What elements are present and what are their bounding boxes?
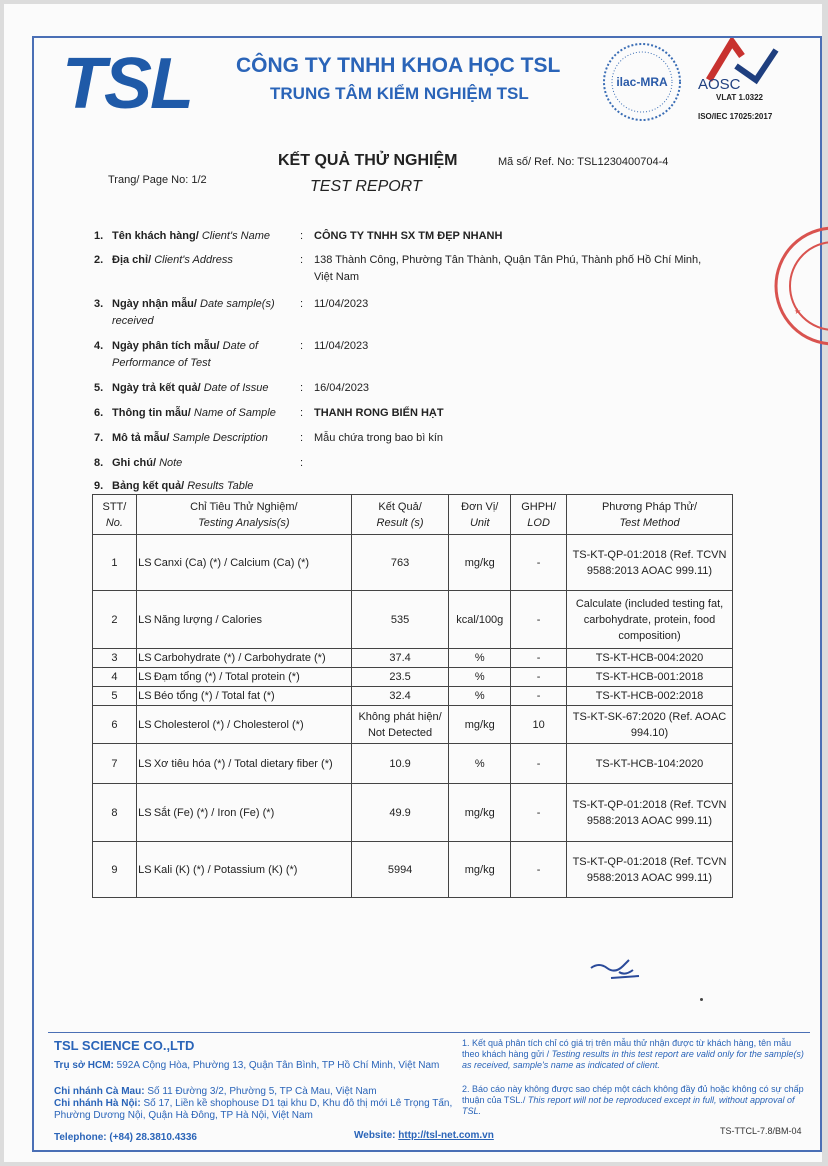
report-title-en: TEST REPORT <box>310 178 422 195</box>
stray-dot <box>700 998 703 1001</box>
footer-note-1: 1. Kết quả phân tích chỉ có giá trị trên mẫu thử nhận được từ khách hàng, tên mẫu theo khách hàng gửi / Testing results in this test report are valid only for the sample(s) as received, sample's name as indicated of client. <box>462 1038 804 1070</box>
results-table <box>92 494 733 898</box>
header-method: Phương Pháp Thử/ Test Method <box>567 495 733 535</box>
table-row: 9 LS Kali (K) (*) / Potassium (K) (*) 5994 mg/kg - TS-KT-QP-01:2018 (Ref. TCVN 9588:2013 AOAC 999.11) <box>93 842 733 898</box>
table-header-row <box>93 495 733 535</box>
header-stt: STT/ No. <box>93 495 137 535</box>
footer-camau: Chi nhánh Cà Mau: Số 11 Đường 3/2, Phường 5, TP Cà Mau, Việt Nam <box>54 1086 377 1097</box>
iso-label: ISO/IEC 17025:2017 <box>698 112 773 121</box>
table-row: 5 LS Béo tổng (*) / Total fat (*) 32.4 % - TS-KT-HCB-002:2018 <box>93 687 733 706</box>
footer-website: Website: http://tsl-net.com.vn <box>354 1130 494 1141</box>
table-row: 4 LS Đạm tổng (*) / Total protein (*) 23.5 % - TS-KT-HCB-001:2018 <box>93 668 733 687</box>
table-row: 2 LS Năng lượng / Calories 535 kcal/100g - Calculate (included testing fat, carbohydrate, protein, food composition) <box>93 591 733 649</box>
tsl-logo: TSL <box>62 44 192 124</box>
reference-number <box>498 156 668 168</box>
ref-label: Mã số/ Ref. No: <box>498 156 575 168</box>
header-unit: Đơn Vị/ Unit <box>449 495 511 535</box>
document-page: TSL CÔNG TY TNHH KHOA HỌC TSL TRUNG TÂM KIỂM NGHIỆM TSL ilac-MRA AOSC VLAT 1.0322 ISO/IEC 17025:2017 ★ KẾT QUẢ THỬ NGHIỆM TEST REPORT Mã số/ Ref. No: TSL1230400704-4 Trang/ Page No: 1/2 1. Tên khách hàng/ Client's Name : CÔNG TY TNHH SX TM ĐẸP NHANH 2. Địa chỉ/ Client's Address : 138 Thành Công, Phường Tân Thành, Quận Tân Phú, Thành phố Hồ Chí Minh, Việt Nam 3. Ngày nhận mẫu/ Date sample(s) received : 11/04/2023 4. Ngày phân tích mẫu/ Date of Performance of Test : 11/04/2023 5. Ngày trả kết quả/ Date of Issue : 16/04/2023 6. Thông tin mẫu/ Name of Sample : THANH RONG BIỂN HẠT 7. Mô tả mẫu/ Sample Description : Mẫu chứa trong bao bì kín 8. Ghi chú/ Note : 9. Bảng kết quả/ Results Table STT/ No. Chỉ Tiêu Thử Nghiệm/ Testing Analysis(s) Kết Quả/ Result (s) Đơn Vị/ Unit GHPH/ LOD Phương Pháp Thử/ Test Method 1 LS Canxi (Ca) (*) / Calcium (Ca) (*) 763 mg/kg - TS-KT-QP-01:2018 (Ref. TCVN 9588:2013 AOAC 999.11) 2 LS Năng lượng / Calories 535 kcal/100g - Calculate (included testing fat, carbohydrate, protein, food composition) 3 LS Carbohydrate (*) / Carbohydrate (*) 37.4 % - TS-KT-HCB-004:2020 4 LS Đạm tổng (*) / Total protein (*) 23.5 % - TS-KT-HCB-001:2018 5 LS Béo tổng (*) / Total fat (*) 32.4 % - TS-KT-HCB-002:2018 6 LS Cholesterol (*) / Cholesterol (*) Không phát hiện/ Not Detected mg/kg 10 TS-KT-SK-67:2020 (Ref. AOAC 994.10) 7 LS Xơ tiêu hóa (*) / Total dietary fiber (*) 10.9 % - TS-KT-HCB-104:2020 8 LS Sắt (Fe) (*) / Iron (Fe) (*) 49.9 mg/kg - TS-KT-QP-01:2018 (Ref. TCVN 9588:2013 AOAC 999.11) 9 LS Kali (K) (*) / Potassium (K) (*) 5994 mg/kg - TS-KT-QP-01:2018 (Ref. TCVN 9588:2013 AOAC 999.11) TSL SCIENCE CO.,LTD Trụ sở HCM: 592A Cộng Hòa, Phường 13, Quận Tân Bình, TP Hồ Chí Minh, Việt Nam Chi nhánh Cà Mau: Số 11 Đường 3/2, Phường 5, TP Cà Mau, Việt Nam Chi nhánh Hà Nội: Số 17, Liền kề shophouse D1 tại khu D, Khu đô thị mới Lê Trọng Tấn, Phường Dương Nội, Quận Hà Đông, TP Hà Nội, Việt Nam Telephone: (+84) 28.3810.4336 Website: http://tsl-net.com.vn 1. Kết quả phân tích chỉ có giá trị trên mẫu thử nhận được từ khách hàng, tên mẫu theo khách hàng gửi / Testing results in this test report are valid only for the sample(s) as received, sample's name as indicated of client. 2. Báo cáo này không được sao chép một cách không đầy đủ hoặc không có sự chấp thuận của TSL./ This report will not be reproduced except in full, without approval of TSL. TS-TTCL-7.8/BM-04 <box>4 4 822 1162</box>
header-analysis: Chỉ Tiêu Thử Nghiệm/ Testing Analysis(s) <box>136 495 351 535</box>
page-value: 1/2 <box>191 174 207 186</box>
header-result: Kết Quả/ Result (s) <box>351 495 448 535</box>
svg-text:★: ★ <box>794 307 802 316</box>
aosc-label: AOSC <box>698 76 741 93</box>
form-code: TS-TTCL-7.8/BM-04 <box>720 1126 802 1136</box>
lab-name: TRUNG TÂM KIỂM NGHIỆM TSL <box>270 84 529 103</box>
page-label: Trang/ Page No: <box>108 174 189 186</box>
footer-company: TSL SCIENCE CO.,LTD <box>54 1038 195 1053</box>
footer-hanoi: Chi nhánh Hà Nội: Số 17, Liền kề shophouse D1 tại khu D, Khu đô thị mới Lê Trọng Tấn, Phường Dương Nội, Quận Hà Đông, TP Hà Nội, Việt Nam <box>54 1098 453 1121</box>
footer-note-2: 2. Báo cáo này không được sao chép một cách không đầy đủ hoặc không có sự chấp thuận của TSL./ This report will not be reproduced except in full, without approval of TSL. <box>462 1084 804 1116</box>
company-name: CÔNG TY TNHH KHOA HỌC TSL <box>236 54 561 77</box>
ilac-mra-logo <box>602 42 682 122</box>
website-link[interactable]: http://tsl-net.com.vn <box>398 1130 494 1141</box>
signature-mark <box>589 954 649 984</box>
header-lod: GHPH/ LOD <box>511 495 567 535</box>
table-row: 8 LS Sắt (Fe) (*) / Iron (Fe) (*) 49.9 mg/kg - TS-KT-QP-01:2018 (Ref. TCVN 9588:2013 AOAC 999.11) <box>93 784 733 842</box>
report-title-vi: KẾT QUẢ THỬ NGHIỆM <box>278 152 458 169</box>
table-row: 7 LS Xơ tiêu hóa (*) / Total dietary fiber (*) 10.9 % - TS-KT-HCB-104:2020 <box>93 744 733 784</box>
footer-phone: Telephone: (+84) 28.3810.4336 <box>54 1132 197 1143</box>
table-row: 3 LS Carbohydrate (*) / Carbohydrate (*) 37.4 % - TS-KT-HCB-004:2020 <box>93 649 733 668</box>
table-row: 1 LS Canxi (Ca) (*) / Calcium (Ca) (*) 763 mg/kg - TS-KT-QP-01:2018 (Ref. TCVN 9588:2013 AOAC 999.11) <box>93 535 733 591</box>
table-row: 6 LS Cholesterol (*) / Cholesterol (*) Không phát hiện/ Not Detected mg/kg 10 TS-KT-SK-67:2020 (Ref. AOAC 994.10) <box>93 706 733 744</box>
red-stamp <box>764 224 828 354</box>
footer-divider <box>48 1032 810 1033</box>
aosc-vlat: VLAT 1.0322 <box>716 93 763 102</box>
ilac-text: ilac-MRA <box>616 75 668 89</box>
ref-value: TSL1230400704-4 <box>577 156 669 168</box>
footer-hq: Trụ sở HCM: 592A Cộng Hòa, Phường 13, Quận Tân Bình, TP Hồ Chí Minh, Việt Nam <box>54 1060 440 1071</box>
page-number <box>108 174 207 186</box>
